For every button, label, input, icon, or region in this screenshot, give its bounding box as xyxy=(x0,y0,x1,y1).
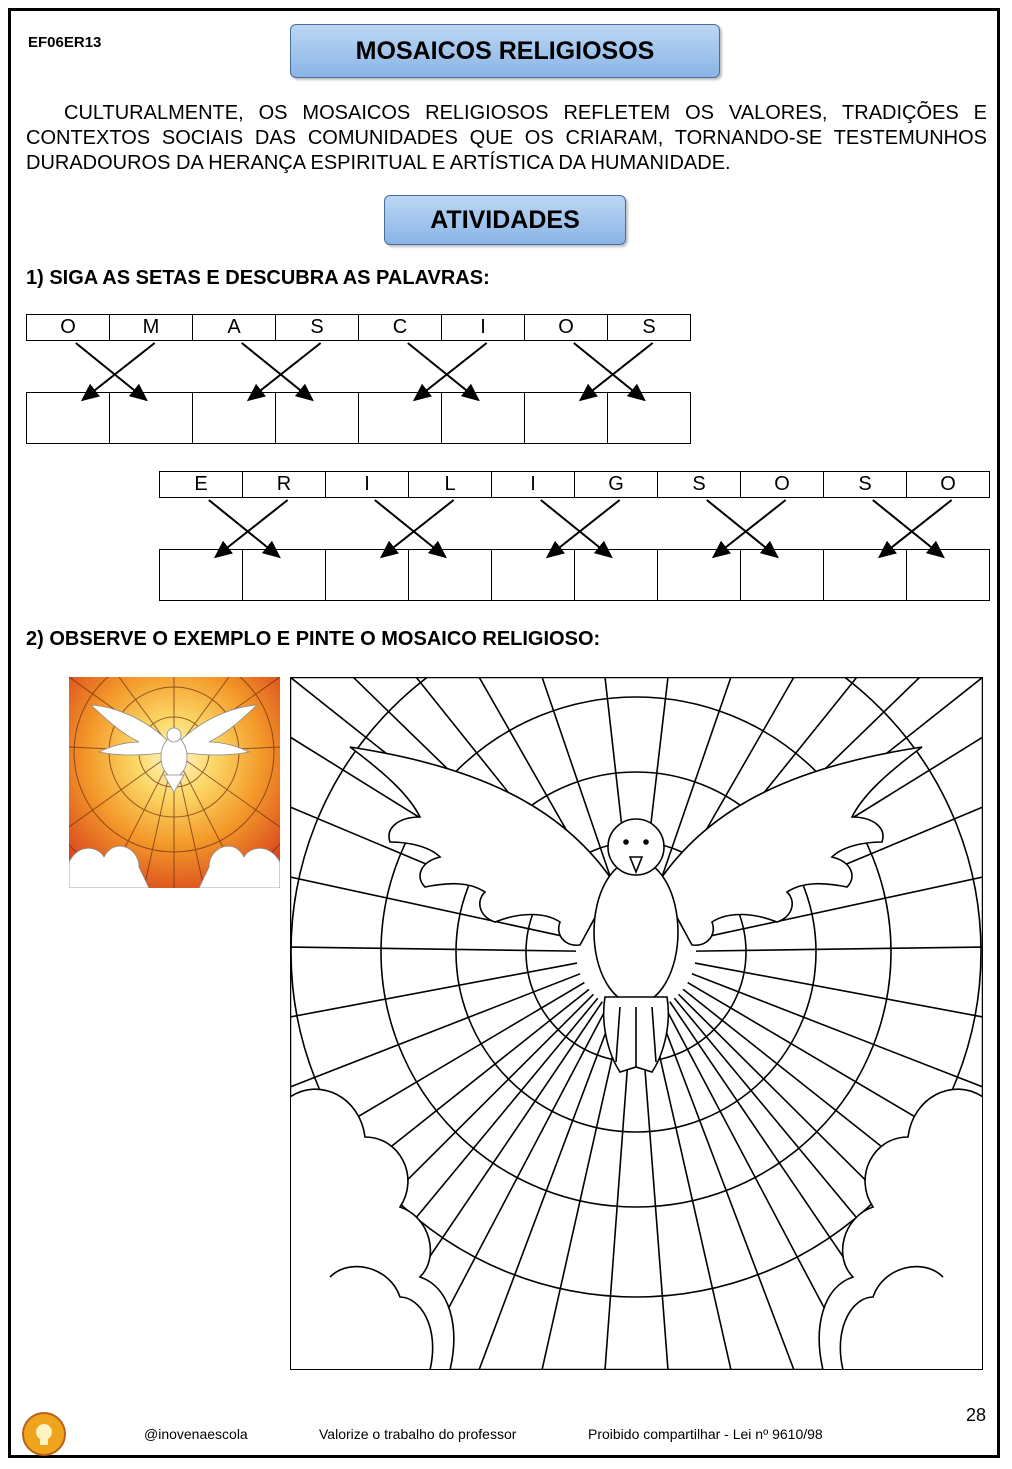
page-title: MOSAICOS RELIGIOSOS xyxy=(290,24,720,78)
skill-code: EF06ER13 xyxy=(28,34,102,51)
p1-letter-cell: M xyxy=(110,314,193,341)
footer-legal: Proibido compartilhar - Lei nº 9610/98 xyxy=(588,1426,823,1442)
p2-answer-cell[interactable] xyxy=(907,549,990,601)
p2-letter-cell: G xyxy=(575,471,658,498)
p2-letter-cell: S xyxy=(824,471,907,498)
logo-icon xyxy=(22,1412,66,1456)
footer-message: Valorize o trabalho do professor xyxy=(319,1426,517,1442)
p2-answer-cell[interactable] xyxy=(326,549,409,601)
p1-letter-cell: A xyxy=(193,314,276,341)
footer-instagram: @inovenaescola xyxy=(144,1426,248,1442)
mosaic-coloring-page xyxy=(290,677,983,1370)
example-mosaic-image xyxy=(69,677,280,888)
p2-answer-cell[interactable] xyxy=(492,549,575,601)
p1-letter-cell: S xyxy=(276,314,359,341)
p2-letter-cell: E xyxy=(160,471,243,498)
p2-letter-cell: S xyxy=(658,471,741,498)
p2-answer-cell[interactable] xyxy=(160,549,243,601)
p2-letter-cell: L xyxy=(409,471,492,498)
p1-letter-cell: I xyxy=(442,314,525,341)
p2-answer-cell[interactable] xyxy=(243,549,326,601)
intro-paragraph: CULTURALMENTE, OS MOSAICOS RELIGIOSOS REFLETEM OS VALORES, TRADIÇÕES E CONTEXTOS SOCIAIS DAS COMUNIDADES QUE OS CRIARAM, TORNANDO-SE TESTEMUNHOS DURADOUROS DA HERANÇA ESPIRITUAL E ARTÍSTICA DA HUMANIDADE. xyxy=(26,102,987,174)
p1-letter-cell: S xyxy=(608,314,691,341)
question-1: 1) SIGA AS SETAS E DESCUBRA AS PALAVRAS: xyxy=(26,267,490,289)
p2-answer-cell[interactable] xyxy=(575,549,658,601)
p2-letter-cell: O xyxy=(741,471,824,498)
p1-letter-cell: C xyxy=(359,314,442,341)
page-number: 28 xyxy=(966,1405,987,1425)
puzzle2-answer-row xyxy=(159,549,990,601)
p1-letter-cell: O xyxy=(525,314,608,341)
p2-answer-cell[interactable] xyxy=(658,549,741,601)
p2-letter-cell: O xyxy=(907,471,990,498)
p2-letter-cell: I xyxy=(492,471,575,498)
p1-letter-cell: O xyxy=(27,314,110,341)
p2-letter-cell: I xyxy=(326,471,409,498)
p2-letter-cell: R xyxy=(243,471,326,498)
p2-answer-cell[interactable] xyxy=(409,549,492,601)
question-2: 2) OBSERVE O EXEMPLO E PINTE O MOSAICO RELIGIOSO: xyxy=(26,628,601,650)
p2-answer-cell[interactable] xyxy=(824,549,907,601)
activities-title: ATIVIDADES xyxy=(384,195,626,245)
p2-answer-cell[interactable] xyxy=(741,549,824,601)
